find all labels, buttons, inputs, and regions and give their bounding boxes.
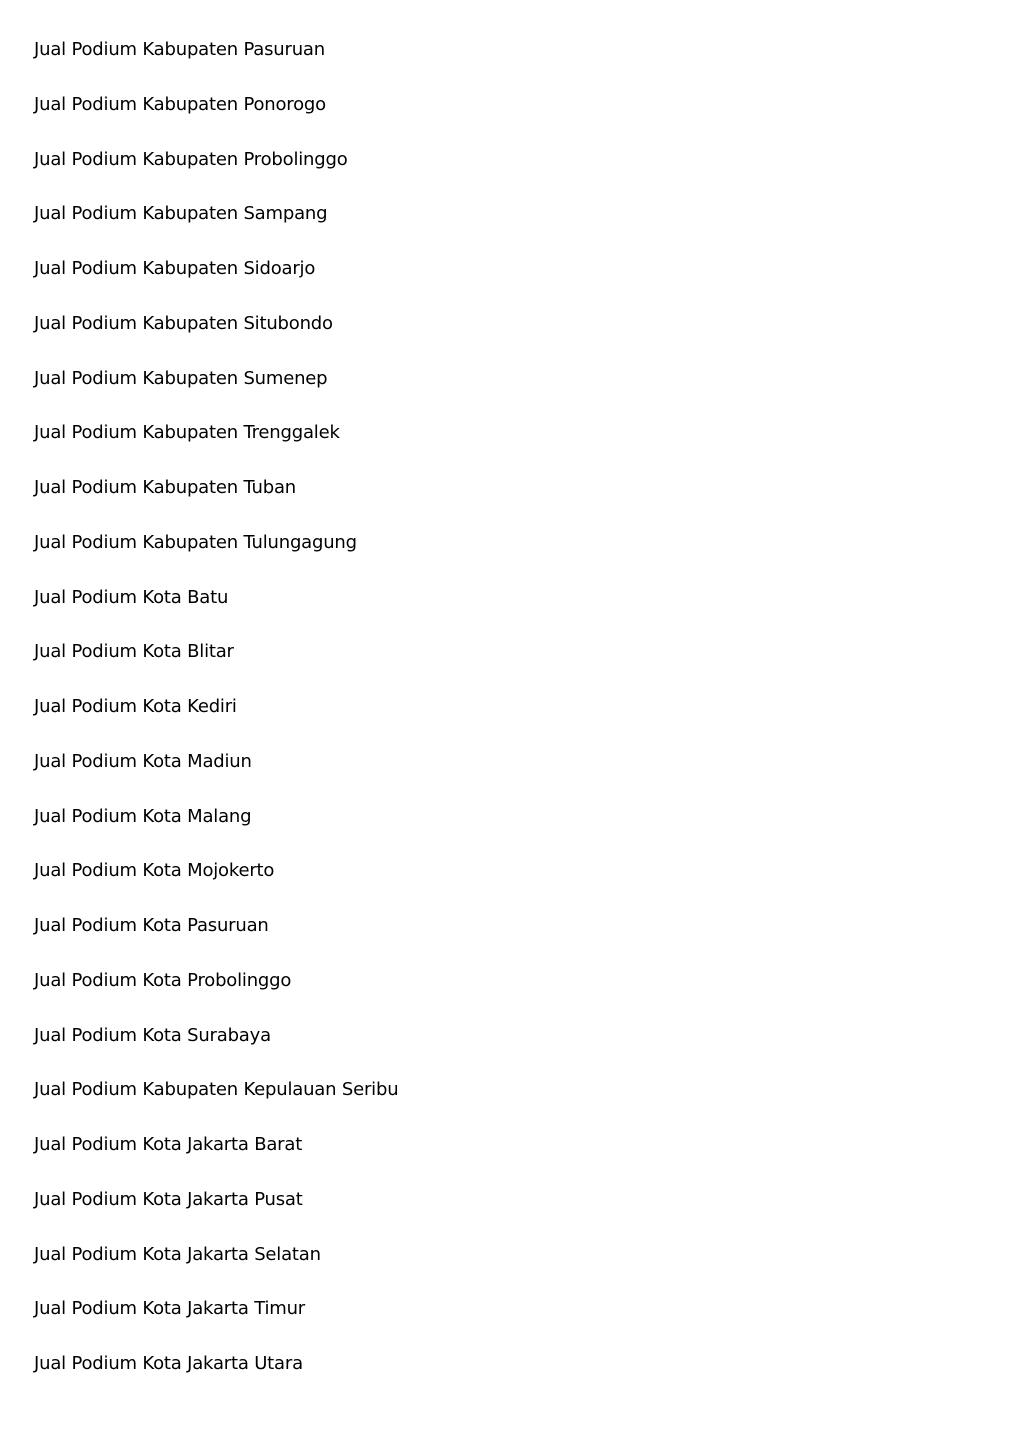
list-link[interactable]: Jual Podium Kabupaten Sampang bbox=[34, 203, 328, 225]
list-item bbox=[34, 584, 994, 639]
list-item bbox=[34, 1076, 994, 1131]
list-link[interactable]: Jual Podium Kabupaten Tuban bbox=[34, 477, 296, 498]
list-item bbox=[34, 748, 994, 803]
list-link[interactable]: Jual Podium Kota Surabaya bbox=[34, 1024, 271, 1046]
list-link[interactable]: Jual Podium Kota Jakarta Utara bbox=[34, 1353, 303, 1374]
list-link[interactable]: Jual Podium Kabupaten Sidoarjo bbox=[34, 258, 316, 279]
list-item bbox=[34, 365, 994, 420]
list-link[interactable]: Jual Podium Kabupaten Pasuruan bbox=[34, 39, 325, 60]
list-link[interactable]: Jual Podium Kota Probolinggo bbox=[34, 969, 292, 991]
list-item bbox=[34, 1022, 994, 1077]
list-item bbox=[34, 912, 994, 967]
list-link[interactable]: Jual Podium Kota Kediri bbox=[34, 696, 237, 717]
list-item bbox=[34, 1350, 994, 1405]
list-item bbox=[34, 803, 994, 858]
list-item bbox=[34, 967, 994, 1022]
link-list bbox=[34, 36, 994, 1405]
list-link[interactable]: Jual Podium Kota Blitar bbox=[34, 641, 234, 663]
list-link[interactable]: Jual Podium Kota Pasuruan bbox=[34, 915, 269, 936]
list-item bbox=[34, 1241, 994, 1296]
list-item bbox=[34, 1186, 994, 1241]
list-link[interactable]: Jual Podium Kota Jakarta Barat bbox=[34, 1134, 303, 1155]
list-link[interactable]: Jual Podium Kabupaten Tulungagung bbox=[34, 531, 357, 553]
list-link[interactable]: Jual Podium Kota Jakarta Selatan bbox=[34, 1243, 321, 1265]
list-link[interactable]: Jual Podium Kabupaten Kepulauan Seribu bbox=[34, 1079, 399, 1101]
list-link[interactable]: Jual Podium Kabupaten Situbondo bbox=[34, 312, 333, 334]
list-item bbox=[34, 36, 994, 91]
list-link[interactable]: Jual Podium Kabupaten Ponorogo bbox=[34, 93, 326, 115]
list-link[interactable]: Jual Podium Kota Jakarta Timur bbox=[34, 1298, 305, 1320]
list-item bbox=[34, 146, 994, 201]
list-item bbox=[34, 419, 994, 474]
list-item bbox=[34, 310, 994, 365]
list-item bbox=[34, 91, 994, 146]
list-item bbox=[34, 255, 994, 310]
list-item bbox=[34, 693, 994, 748]
list-item bbox=[34, 1131, 994, 1186]
list-item bbox=[34, 1295, 994, 1350]
list-link[interactable]: Jual Podium Kabupaten Probolinggo bbox=[34, 148, 348, 170]
list-item bbox=[34, 200, 994, 255]
list-link[interactable]: Jual Podium Kota Batu bbox=[34, 586, 229, 608]
list-link[interactable]: Jual Podium Kota Jakarta Pusat bbox=[34, 1188, 303, 1210]
list-item bbox=[34, 474, 994, 529]
list-item bbox=[34, 529, 994, 584]
list-item bbox=[34, 857, 994, 912]
list-link[interactable]: Jual Podium Kota Madiun bbox=[34, 750, 252, 772]
list-link[interactable]: Jual Podium Kabupaten Trenggalek bbox=[34, 422, 340, 444]
list-item bbox=[34, 638, 994, 693]
list-link[interactable]: Jual Podium Kabupaten Sumenep bbox=[34, 367, 328, 389]
list-link[interactable]: Jual Podium Kota Malang bbox=[34, 805, 252, 827]
list-link[interactable]: Jual Podium Kota Mojokerto bbox=[34, 860, 275, 882]
